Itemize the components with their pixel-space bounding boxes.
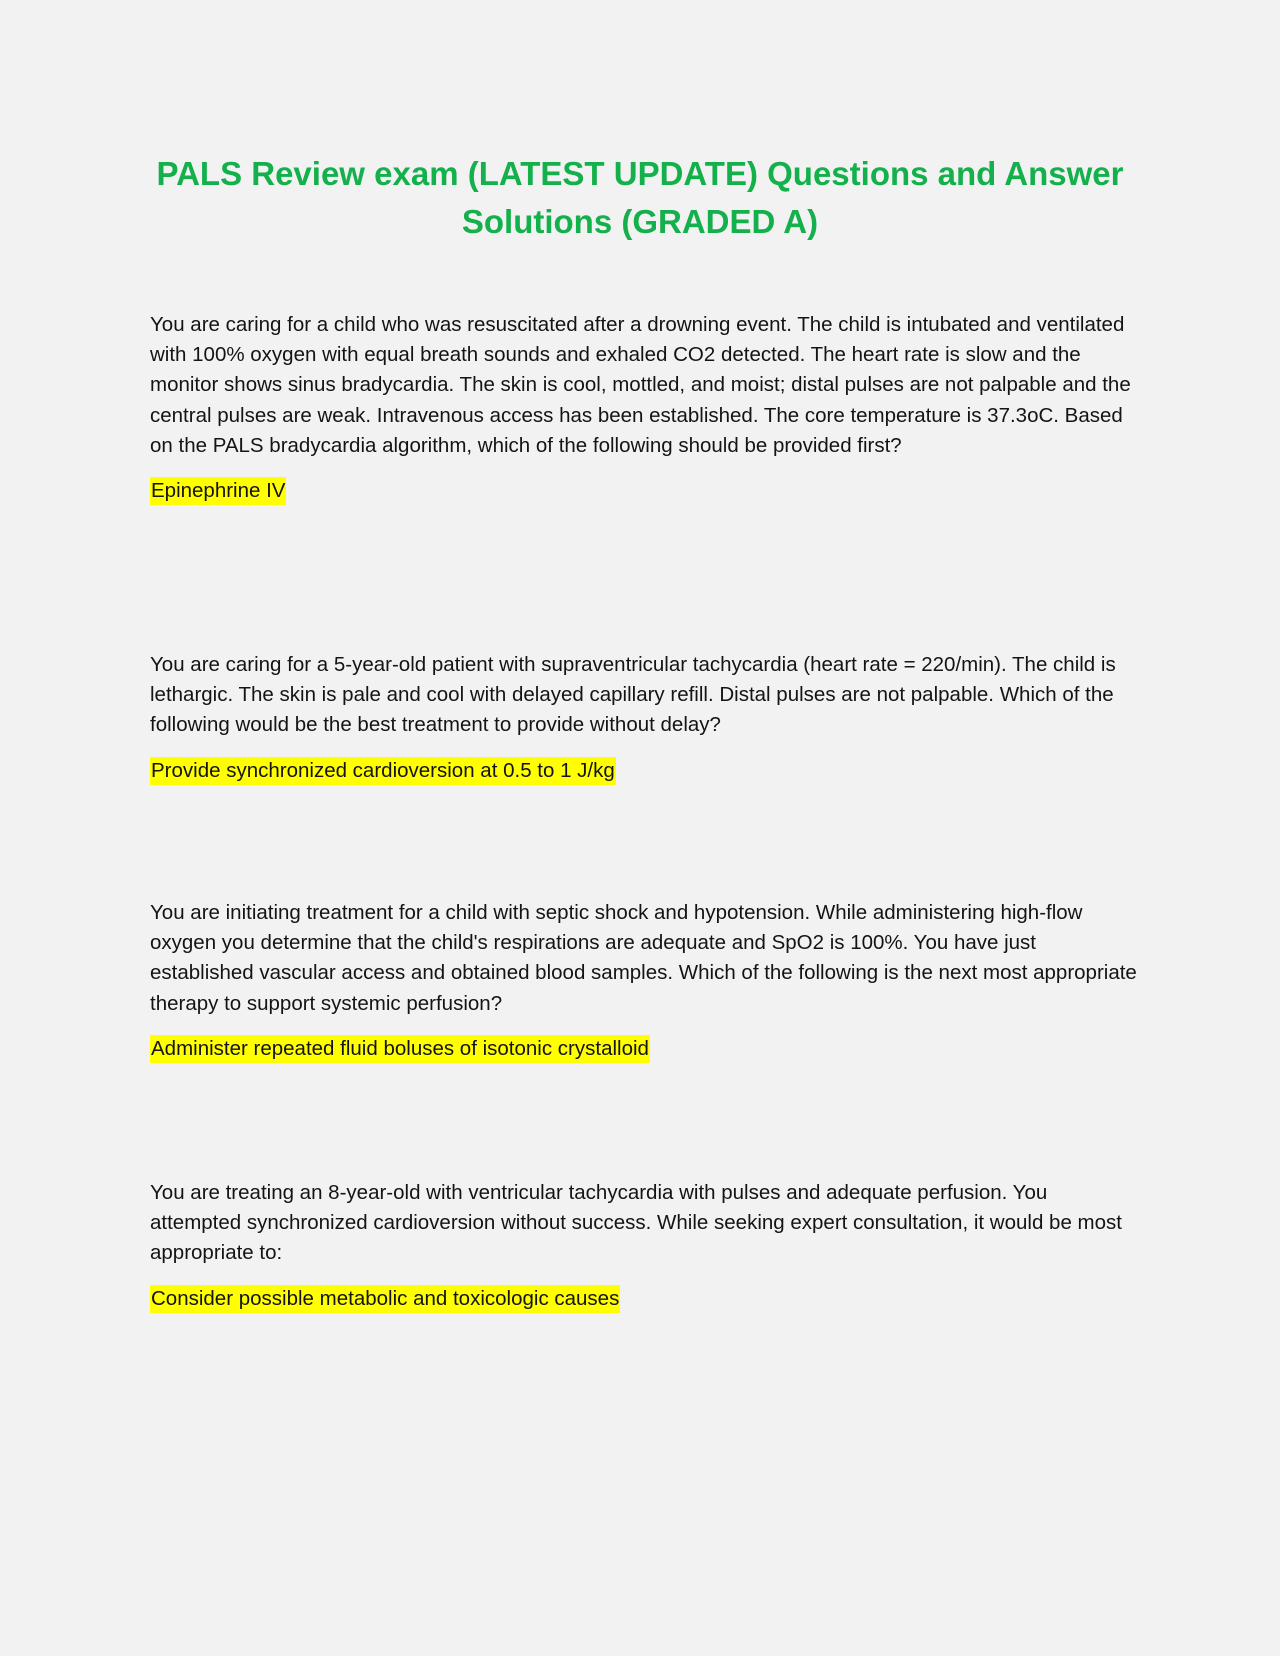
qa-item <box>150 898 1140 1063</box>
answer-highlight: Administer repeated fluid boluses of isotonic crystalloid <box>150 1035 650 1063</box>
question-text: You are treating an 8-year-old with ventricular tachycardia with pulses and adequate perfusion. You attempted synchronized cardioversion without success. While seeking expert consultation, it would be most appropriate to: <box>150 1181 1122 1265</box>
question-text: You are initiating treatment for a child with septic shock and hypotension. While administering high-flow oxygen you determine that the child's respirations are adequate and SpO2 is 100%. You have just established vascular access and obtained blood samples. Which of the following is the next most appropriate therapy to support systemic perfusion? <box>150 901 1137 1015</box>
qa-item <box>150 310 1140 505</box>
answer-highlight: Consider possible metabolic and toxicologic causes <box>150 1285 620 1313</box>
qa-item <box>150 650 1140 785</box>
qa-item <box>150 1178 1140 1313</box>
answer-highlight: Provide synchronized cardioversion at 0.5 to 1 J/kg <box>150 757 616 785</box>
answer-highlight: Epinephrine IV <box>150 477 286 505</box>
page-title: PALS Review exam (LATEST UPDATE) Questions and Answer Solutions (GRADED A) <box>156 155 1124 240</box>
question-text: You are caring for a 5-year-old patient with supraventricular tachycardia (heart rate = 220/min). The child is lethargic. The skin is pale and cool with delayed capillary refill. Distal pulses are not palpable. Which of the following would be the best treatment to provide without delay? <box>150 653 1116 737</box>
question-text: You are caring for a child who was resuscitated after a drowning event. The child is intubated and ventilated with 100% oxygen with equal breath sounds and exhaled CO2 detected. The heart rate is slow and the monitor shows sinus bradycardia. The skin is cool, mottled, and moist; distal pulses are not palpable and the central pulses are weak. Intravenous access has been established. The core temperature is 37.3oC. Based on the PALS bradycardia algorithm, which of the following should be provided first? <box>150 313 1131 457</box>
